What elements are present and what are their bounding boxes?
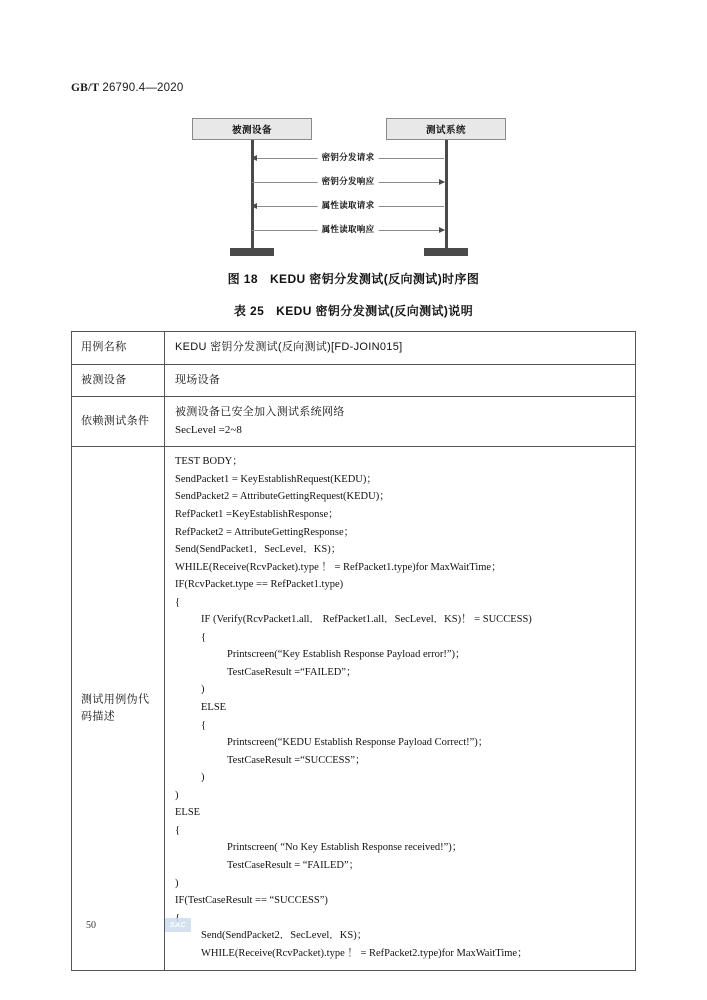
- pseudocode-line: WHILE(Receive(RcvPacket).type ！ = RefPacket1.type)for MaxWaitTime；: [175, 561, 502, 573]
- pseudocode-line: ): [201, 772, 205, 784]
- pseudocode-line: TestCaseResult =“FAILED”；: [227, 666, 357, 678]
- pseudocode-line: IF (Verify(RcvPacket1.all． RefPacket1.all．SecLevel．KS)！ = SUCCESS): [201, 614, 532, 626]
- pseudocode-line: {: [175, 596, 181, 608]
- pseudocode-line: {: [201, 719, 207, 731]
- pseudocode-line: Printscreen(“Key Establish Response Payload error!”)；: [227, 649, 466, 661]
- actor-box-test-system: [386, 118, 506, 140]
- table-cell-label: [72, 397, 165, 447]
- test-case-table: [71, 331, 636, 971]
- precondition-line-1: 被测设备已安全加入测试系统网络: [175, 406, 345, 419]
- pseudocode-line: RefPacket2 = AttributeGettingResponse；: [175, 526, 355, 538]
- figure-number: 图 18: [227, 272, 258, 286]
- message-label: 属性读取请求: [318, 199, 379, 211]
- lifeline-foot-test-system: [424, 248, 468, 256]
- table-cell-value: [165, 447, 636, 971]
- message-row: [252, 176, 444, 190]
- table-cell-value: [165, 364, 636, 397]
- lifeline-test-system: [445, 140, 448, 256]
- pseudocode-line: WHILE(Receive(RcvPacket).type ！ = RefPacket2.type)for MaxWaitTime；: [201, 947, 528, 959]
- arrow-head-left-icon: [251, 203, 257, 209]
- pseudocode-line: RefPacket1 =KeyEstablishResponse；: [175, 509, 339, 521]
- table-number: 表 25: [233, 304, 265, 318]
- pseudocode-line: ELSE: [201, 702, 227, 714]
- actor-label-device: 被测设备: [231, 125, 272, 136]
- pseudocode-line: ELSE: [175, 807, 201, 819]
- message-row: [252, 200, 444, 214]
- precondition-line-2: SecLevel =2~8: [175, 423, 242, 436]
- page-header: [71, 82, 183, 94]
- arrow-head-right-icon: [439, 179, 445, 185]
- message-row: [252, 224, 444, 238]
- message-row: [252, 152, 444, 166]
- arrow-head-left-icon: [251, 155, 257, 161]
- pseudocode-line: {: [201, 631, 207, 643]
- pseudocode-block: [165, 447, 635, 970]
- pseudocode-line: IF(TestCaseResult == “SUCCESS”): [175, 895, 328, 907]
- pseudocode-line: SendPacket2 = AttributeGettingRequest(KEDU)；: [175, 491, 390, 503]
- table-cell-label: [72, 364, 165, 397]
- table-title: KEDU 密钥分发测试(反向测试)说明: [276, 304, 474, 318]
- message-label: 属性读取响应: [318, 223, 379, 235]
- page-number: 50: [86, 920, 96, 931]
- row-label-preconditions: 依赖测试条件: [81, 414, 150, 427]
- pseudocode-line: Send(SendPacket2．SecLevel．KS)；: [201, 930, 368, 942]
- table-cell-label: [72, 447, 165, 971]
- figure-title: KEDU 密钥分发测试(反向测试)时序图: [269, 272, 480, 286]
- table-cell-label: [72, 332, 165, 365]
- actor-label-test-system: 测试系统: [425, 125, 466, 136]
- row-value-case-name: KEDU 密钥分发测试(反向测试)[FD-JOIN015]: [175, 341, 403, 353]
- pseudocode-line: SendPacket1 = KeyEstablishRequest(KEDU)；: [175, 473, 377, 485]
- table-row: [72, 364, 636, 397]
- table-cell-value: [165, 332, 636, 365]
- pseudocode-line: ): [175, 789, 179, 801]
- pseudocode-line: IF(RcvPacket.type == RefPacket1.type): [175, 579, 344, 591]
- sequence-diagram: [0, 112, 707, 262]
- standard-prefix: GB/T: [71, 82, 100, 94]
- pseudocode-line: ): [201, 684, 205, 696]
- standard-number: 26790.4—2020: [102, 82, 184, 94]
- message-label: 密钥分发响应: [318, 175, 379, 187]
- pseudocode-line: TestCaseResult =“SUCCESS”；: [227, 754, 366, 766]
- table-row: [72, 447, 636, 971]
- table-cell-value: [165, 397, 636, 447]
- pseudocode-line: {: [175, 824, 181, 836]
- pseudocode-line: Printscreen(“KEDU Establish Response Payload Correct!”)；: [227, 737, 489, 749]
- sac-watermark-icon: SAC: [165, 918, 191, 932]
- arrow-head-right-icon: [439, 227, 445, 233]
- table-row: [72, 397, 636, 447]
- table-row: [72, 332, 636, 365]
- message-label: 密钥分发请求: [318, 151, 379, 163]
- lifeline-foot-device: [230, 248, 274, 256]
- row-label-pseudocode: 测试用例伪代码描述: [81, 693, 150, 723]
- row-label-case-name: 用例名称: [81, 341, 127, 353]
- actor-box-device: [192, 118, 312, 140]
- row-label-device-under-test: 被测设备: [81, 373, 127, 386]
- pseudocode-line: [175, 910, 625, 928]
- table-caption: [0, 302, 707, 319]
- pseudocode-line: Printscreen( “No Key Establish Response received!”)；: [227, 842, 463, 854]
- pseudocode-line: TEST BODY；: [175, 456, 243, 468]
- figure-caption: [0, 270, 707, 287]
- pseudocode-line: ): [175, 877, 179, 889]
- pseudocode-line: TestCaseResult = “FAILED”；: [227, 859, 360, 871]
- row-value-device-under-test: 现场设备: [175, 373, 221, 386]
- pseudocode-line: Send(SendPacket1．SecLevel．KS)；: [175, 544, 342, 556]
